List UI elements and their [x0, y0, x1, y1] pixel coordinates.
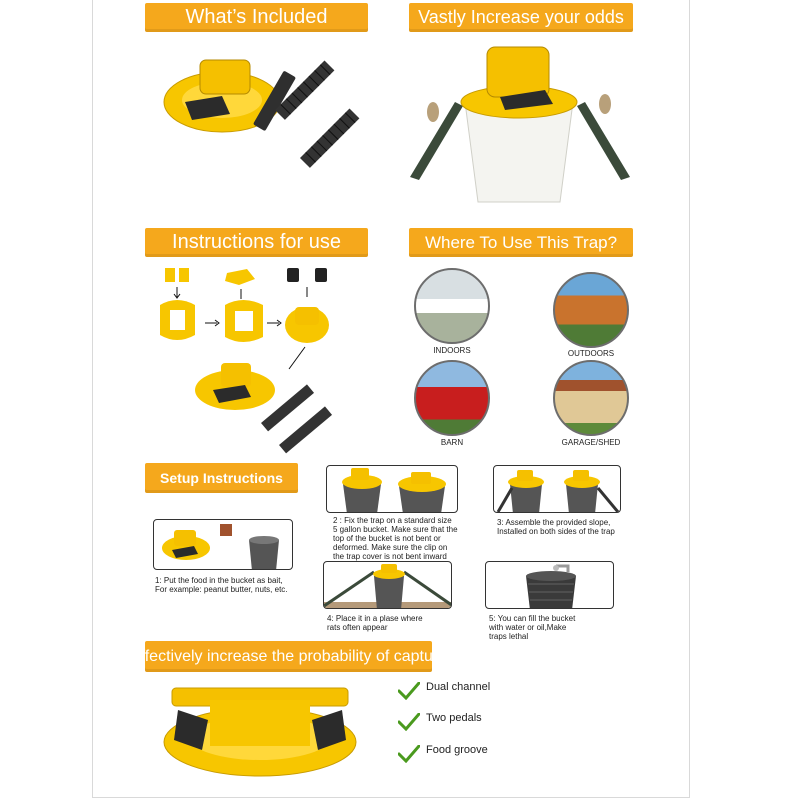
- setup-step-4-image: [323, 561, 452, 609]
- check-icon: [398, 713, 420, 731]
- where-to-use-banner: Where To Use This Trap?: [409, 228, 633, 257]
- setup-step-3-image: [493, 465, 621, 513]
- feature-two-pedals: Two pedals: [426, 712, 482, 724]
- barn-label: BARN: [440, 438, 464, 447]
- setup-step-4-text: 4: Place it in a plase where rats often appear: [327, 614, 423, 632]
- indoors-image: [414, 268, 490, 344]
- check-icon: [398, 745, 420, 763]
- setup-step-1-image: [153, 519, 293, 570]
- setup-step-1-text: 1: Put the food in the bucket as bait, For example: peanut butter, nuts, etc.: [155, 576, 288, 594]
- included-product-image: [160, 40, 390, 200]
- garage-shed-label: GARAGE/SHED: [561, 438, 621, 447]
- instructions-banner: Instructions for use: [145, 228, 368, 257]
- setup-step-2-image: [326, 465, 458, 513]
- feature-dual-channel: Dual channel: [426, 681, 491, 693]
- setup-step-2-text: 2 : Fix the trap on a standard size 5 gallon bucket. Make sure that the top of the bucket is not bent or deformed. Make sure the clip on the trap cover is not bent inward: [333, 516, 458, 561]
- garage-shed-image: [553, 360, 629, 436]
- setup-step-5-image: [485, 561, 614, 609]
- barn-image: [414, 360, 490, 436]
- instructions-diagram: [155, 265, 355, 455]
- whats-included-banner: What’s Included: [145, 3, 368, 32]
- setup-step-3-text: 3: Assemble the provided slope, Installed on both sides of the trap: [497, 518, 615, 536]
- feature-food-groove: Food groove: [426, 744, 488, 756]
- trap-closeup-image: [160, 680, 360, 780]
- probability-banner: Effectively increase the probability of capture: [145, 641, 432, 672]
- setup-instructions-banner: Setup Instructions: [145, 463, 298, 493]
- outdoors-label: OUTDOORS: [567, 349, 615, 358]
- outdoors-image: [553, 272, 629, 348]
- check-icon: [398, 682, 420, 700]
- bucket-trap-image: [405, 42, 635, 212]
- setup-step-5-text: 5: You can fill the bucket with water or oil,Make traps lethal: [489, 614, 576, 641]
- indoors-label: INDOORS: [433, 346, 471, 355]
- increase-odds-banner: Vastly Increase your odds: [409, 3, 633, 32]
